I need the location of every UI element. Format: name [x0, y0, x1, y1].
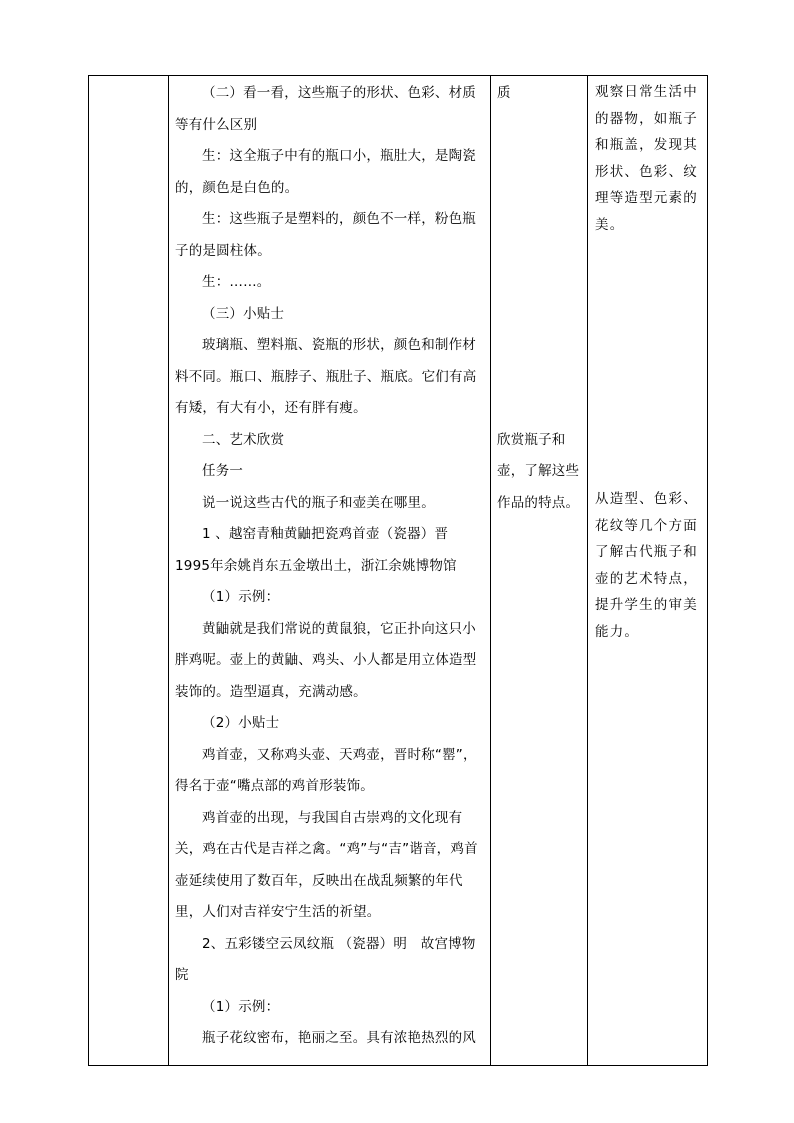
objective-mid: 欣赏瓶子和壶，了解这些作品的特点。: [497, 431, 580, 511]
content-paragraph: （1）示例：: [202, 589, 280, 605]
content-paragraph: （三）小贴士: [202, 305, 285, 322]
objective-text: [491, 78, 587, 519]
teaching-process-cell: [169, 76, 491, 1066]
objective-top: 质: [497, 85, 511, 101]
table-row: [89, 76, 708, 1066]
section-heading: 二、艺术欣赏: [202, 431, 285, 448]
artwork-title: 1 、越窑青釉黄鼬把瓷鸡首壶（瓷器）晋 1995年余姚肖东五金墩出土，浙江余姚博物馆: [175, 526, 457, 574]
spacer: [497, 110, 584, 425]
task-heading: 任务一: [202, 463, 244, 479]
teaching-process-text: [169, 78, 490, 1055]
content-paragraph: 生：这些瓶子是塑料的，颜色不一样，粉色瓶子的是圆柱体。: [175, 211, 476, 259]
content-paragraph: 玻璃瓶、塑料瓶、瓷瓶的形状，颜色和制作材料不同。瓶口、瓶脖子、瓶肚子、瓶底。它们有高有矮，有大有小，还有胖有瘦。: [175, 337, 477, 416]
artwork-title: 2、五彩镂空云凤纹瓶 （瓷器）明 故宫博物院: [175, 935, 476, 983]
content-paragraph: 鸡首壶，又称鸡头壶、天鸡壶，晋时称“罂”，得名于壶“嘴点部的鸡首形装饰。: [175, 746, 477, 794]
design-intent-top: 观察日常生活中的器物，如瓶子和瓶盖，发现其形状、色彩、纹理等造型元素的美。: [595, 84, 698, 233]
content-paragraph: 生：这全瓶子中有的瓶口小，瓶肚大，是陶瓷的，颜色是白色的。: [175, 148, 476, 196]
content-paragraph: 瓶子花纹密布，艳丽之至。具有浓艳热烈的风: [202, 1030, 476, 1046]
content-paragraph: 说一说这些古代的瓶子和壶美在哪里。: [202, 494, 435, 511]
spacer: [595, 238, 701, 486]
content-paragraph: 生：……。: [202, 274, 271, 290]
lesson-plan-table: [88, 75, 708, 1066]
blank-first-column-cell: [89, 76, 169, 1066]
content-paragraph: 鸡首壶的出现，与我国自古崇鸡的文化现有关，鸡在古代是吉祥之禽。“鸡”与“吉”谐音，鸡首壶延续使用了数百年，反映出在战乱频繁的年代里，人们对吉祥安宁生活的祈望。: [175, 809, 478, 920]
content-paragraph: （1）示例：: [202, 998, 280, 1015]
content-paragraph: （2）小贴士: [202, 715, 280, 731]
content-paragraph: （二）看一看，这些瓶子的形状、色彩、材质等有什么区别: [175, 85, 476, 133]
content-paragraph: 黄鼬就是我们常说的黄鼠狼，它正扑向这只小胖鸡呢。壶上的黄鼬、鸡头、小人都是用立体造型装饰的。造型逼真，充满动感。: [175, 620, 477, 700]
design-intent-mid: 从造型、色彩、花纹等几个方面了解古代瓶子和壶的艺术特点，提升学生的审美能力。: [595, 491, 698, 640]
design-intent-text: [588, 79, 707, 645]
design-intent-cell: [588, 76, 708, 1066]
objective-cell: [491, 76, 588, 1066]
